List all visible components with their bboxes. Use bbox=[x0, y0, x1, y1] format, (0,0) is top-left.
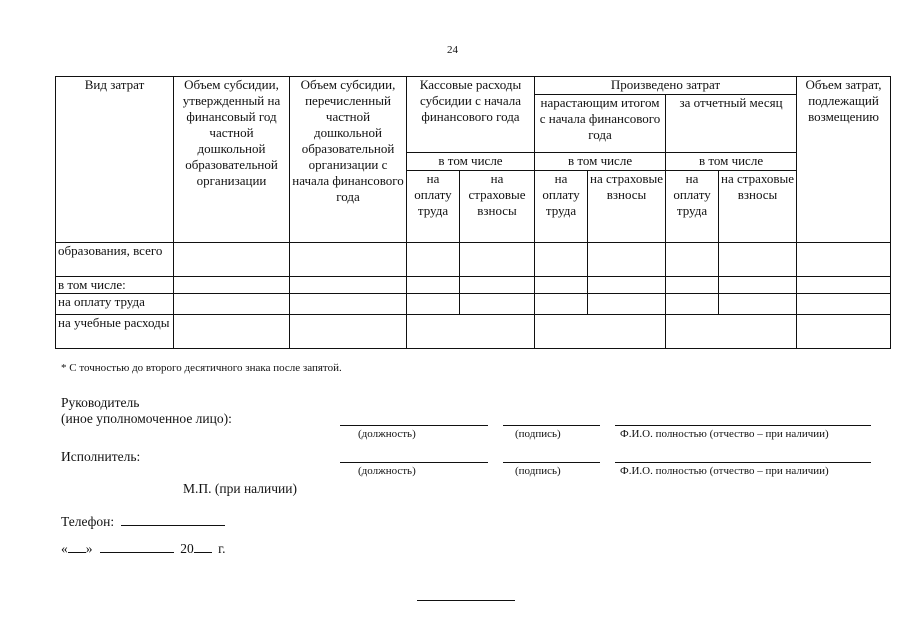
date-open-quote: « bbox=[61, 541, 68, 556]
report-table bbox=[55, 76, 891, 349]
table-cell[interactable] bbox=[797, 277, 891, 294]
table-cell[interactable] bbox=[719, 294, 797, 315]
table-cell[interactable] bbox=[290, 277, 407, 294]
header-cash-labor: на оплату труда bbox=[407, 171, 460, 243]
table-cell[interactable] bbox=[535, 315, 666, 349]
header-costs-incurred: Произведено затрат bbox=[535, 77, 797, 95]
head-authorized-person: (иное уполномоченное лицо): bbox=[61, 411, 232, 426]
header-approved-subsidy: Объем субсидии, утвержденный на финансовый год частной дошкольной образовательной организации bbox=[174, 77, 290, 243]
date-year-suffix: г. bbox=[218, 541, 226, 556]
head-signature-caption: (подпись) bbox=[515, 428, 561, 440]
table-cell[interactable] bbox=[290, 243, 407, 277]
table-cell[interactable] bbox=[719, 277, 797, 294]
date-century: 20 bbox=[180, 541, 194, 556]
date-row bbox=[61, 538, 226, 557]
table-cell[interactable] bbox=[460, 243, 535, 277]
table-cell[interactable] bbox=[666, 277, 719, 294]
header-cash-expenses: Кассовые расходы субсидии с начала финансового года bbox=[407, 77, 535, 153]
head-title: Руководитель bbox=[61, 395, 140, 410]
table-row bbox=[56, 294, 891, 315]
header-month-labor: на оплату труда bbox=[666, 171, 719, 243]
table-cell[interactable] bbox=[535, 243, 588, 277]
table-cell[interactable] bbox=[535, 294, 588, 315]
phone-row bbox=[61, 511, 225, 530]
table-cell[interactable] bbox=[290, 294, 407, 315]
table-cell[interactable] bbox=[174, 277, 290, 294]
executor-signature-caption: (подпись) bbox=[515, 465, 561, 477]
stamp-place: М.П. (при наличии) bbox=[183, 481, 297, 496]
table-cell[interactable] bbox=[535, 277, 588, 294]
header-cumulative-including: в том числе bbox=[535, 153, 666, 171]
page-number: 24 bbox=[447, 44, 458, 56]
head-signature-line[interactable] bbox=[503, 425, 600, 426]
phone-label: Телефон: bbox=[61, 514, 115, 529]
executor-label: Исполнитель: bbox=[61, 449, 141, 464]
head-position-caption: (должность) bbox=[358, 428, 416, 440]
executor-name-caption: Ф.И.О. полностью (отчество – при наличии) bbox=[620, 465, 829, 477]
executor-signature-line[interactable] bbox=[503, 462, 600, 463]
footnote: * С точностью до второго десятичного знака после запятой. bbox=[61, 362, 342, 374]
table-cell[interactable] bbox=[666, 315, 797, 349]
table-row bbox=[56, 277, 891, 294]
bottom-divider bbox=[417, 600, 515, 601]
date-month-field[interactable] bbox=[100, 538, 174, 553]
row-label-education: на учебные расходы bbox=[56, 315, 174, 349]
header-cumulative: нарастающим итогом с начала финансового года bbox=[535, 95, 666, 153]
header-cumulative-labor: на оплату труда bbox=[535, 171, 588, 243]
header-reimbursable-costs: Объем затрат, подлежащий возмещению bbox=[797, 77, 891, 243]
header-cash-insurance: на страховые взносы bbox=[460, 171, 535, 243]
table-cell[interactable] bbox=[797, 243, 891, 277]
table-cell[interactable] bbox=[407, 243, 460, 277]
row-label-including: в том числе: bbox=[56, 277, 174, 294]
table-cell[interactable] bbox=[460, 294, 535, 315]
table-cell[interactable] bbox=[666, 294, 719, 315]
executor-position-caption: (должность) bbox=[358, 465, 416, 477]
table-cell[interactable] bbox=[290, 315, 407, 349]
table-cell[interactable] bbox=[174, 243, 290, 277]
table-cell[interactable] bbox=[174, 294, 290, 315]
executor-name-line[interactable] bbox=[615, 462, 871, 463]
head-position-line[interactable] bbox=[340, 425, 488, 426]
table-cell[interactable] bbox=[719, 243, 797, 277]
table-cell[interactable] bbox=[588, 243, 666, 277]
header-cash-including: в том числе bbox=[407, 153, 535, 171]
row-label-labor: на оплату труда bbox=[56, 294, 174, 315]
header-cumulative-insurance: на страховые взносы bbox=[588, 171, 666, 243]
table-cell[interactable] bbox=[797, 294, 891, 315]
header-month-including: в том числе bbox=[666, 153, 797, 171]
date-close-quote: » bbox=[85, 541, 93, 556]
date-day-field[interactable] bbox=[68, 538, 86, 553]
table-cell[interactable] bbox=[797, 315, 891, 349]
row-label-total: образования, всего bbox=[56, 243, 174, 277]
table-cell[interactable] bbox=[666, 243, 719, 277]
table-cell[interactable] bbox=[174, 315, 290, 349]
table-cell[interactable] bbox=[407, 277, 460, 294]
table-cell[interactable] bbox=[407, 294, 460, 315]
table-cell[interactable] bbox=[588, 277, 666, 294]
date-year-field[interactable] bbox=[194, 538, 212, 553]
head-name-line[interactable] bbox=[615, 425, 871, 426]
table-cell[interactable] bbox=[588, 294, 666, 315]
phone-field[interactable] bbox=[121, 511, 225, 526]
executor-position-line[interactable] bbox=[340, 462, 488, 463]
header-reporting-month: за отчетный месяц bbox=[666, 95, 797, 153]
header-cost-type: Вид затрат bbox=[56, 77, 174, 243]
header-transferred-subsidy: Объем субсидии, перечисленный частной дошкольной образовательной организации с начала финансового года bbox=[290, 77, 407, 243]
header-month-insurance: на страховые взносы bbox=[719, 171, 797, 243]
head-name-caption: Ф.И.О. полностью (отчество – при наличии) bbox=[620, 428, 829, 440]
table-row bbox=[56, 315, 891, 349]
table-cell[interactable] bbox=[407, 315, 535, 349]
table-cell[interactable] bbox=[460, 277, 535, 294]
table-row bbox=[56, 243, 891, 277]
